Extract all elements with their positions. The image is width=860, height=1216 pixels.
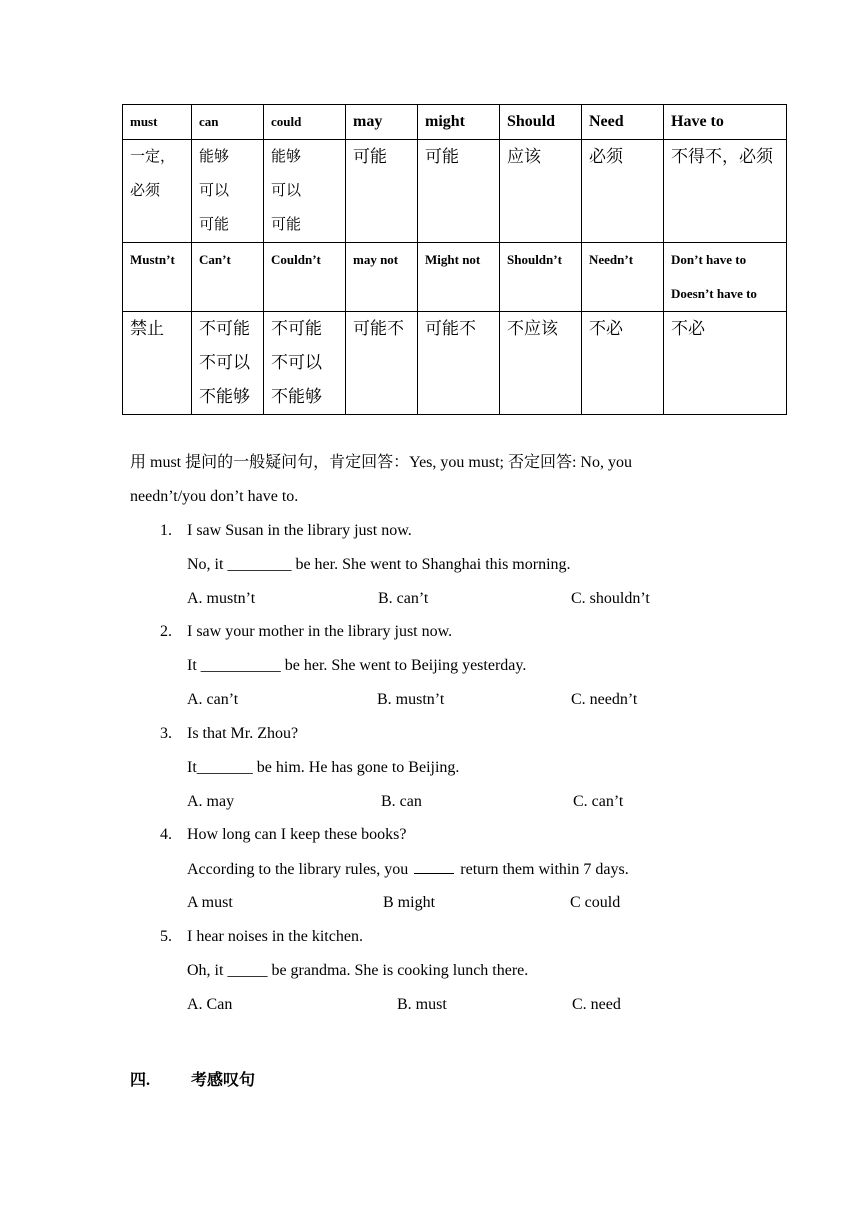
cell-dont-have-to: Don’t have to Doesn’t have to xyxy=(664,243,787,312)
option-b: B might xyxy=(383,894,436,911)
cell-neednt-meaning: 不必 xyxy=(582,312,664,415)
question-text: I hear noises in the kitchen. xyxy=(187,928,363,945)
cell-may-not-meaning: 可能不 xyxy=(346,312,418,415)
cell-mustnt: Mustn’t xyxy=(123,243,192,312)
question-text: Is that Mr. Zhou? xyxy=(187,725,299,742)
option-b: B. can’t xyxy=(378,590,429,607)
option-c: C could xyxy=(570,894,621,911)
option-a: A must xyxy=(187,894,233,911)
cell-can: can xyxy=(192,105,264,140)
section-number: 四. xyxy=(130,1072,151,1089)
table-row-negative xyxy=(123,243,787,312)
cell-may: may xyxy=(346,105,418,140)
cell-mustnt-meaning: 禁止 xyxy=(123,312,192,415)
option-c: C. can’t xyxy=(573,793,624,810)
cell-couldnt-meaning: 不可能 不可以 不能够 xyxy=(264,312,346,415)
cell-must: must xyxy=(123,105,192,140)
question-number: 4. xyxy=(160,826,172,843)
cell-might-meaning: 可能 xyxy=(418,140,500,243)
table-row-negative-meaning xyxy=(123,312,787,415)
option-b: B. mustn’t xyxy=(377,691,445,708)
cell-could-meaning: 能够 可以 可能 xyxy=(264,140,346,243)
question-sentence: According to the library rules, you return them within 7 days. xyxy=(187,861,629,878)
option-a: A. can’t xyxy=(187,691,239,708)
question-number: 1. xyxy=(160,522,172,539)
option-b: B. can xyxy=(381,793,422,810)
cell-have-to: Have to xyxy=(664,105,787,140)
cell-must-meaning: 一定， 必须 xyxy=(123,140,192,243)
table-row-positive xyxy=(123,105,787,140)
option-a: A. mustn’t xyxy=(187,590,256,607)
cell-dont-have-to-meaning: 不必 xyxy=(664,312,787,415)
cell-might-not-meaning: 可能不 xyxy=(418,312,500,415)
cell-need-meaning: 必须 xyxy=(582,140,664,243)
cell-need: Need xyxy=(582,105,664,140)
question-sentence: Oh, it _____ be grandma. She is cooking lunch there. xyxy=(187,962,529,979)
intro-line-1: 用 must 提问的一般疑问句，肯定回答：Yes, you must; 否定回答: No, you xyxy=(130,454,632,471)
question-text: I saw Susan in the library just now. xyxy=(187,522,412,539)
cell-cant-meaning: 不可能 不可以 不能够 xyxy=(192,312,264,415)
option-c: C. need xyxy=(572,996,621,1013)
cell-should-meaning: 应该 xyxy=(500,140,582,243)
cell-shouldnt-meaning: 不应该 xyxy=(500,312,582,415)
cell-might-not: Might not xyxy=(418,243,500,312)
modal-verbs-table xyxy=(122,104,787,415)
table-row-positive-meaning xyxy=(123,140,787,243)
option-c: C. needn’t xyxy=(571,691,638,708)
question-number: 3. xyxy=(160,725,172,742)
answer-blank xyxy=(414,859,454,874)
cell-cant: Can’t xyxy=(192,243,264,312)
cell-may-not: may not xyxy=(346,243,418,312)
question-number: 5. xyxy=(160,928,172,945)
option-c: C. shouldn’t xyxy=(571,590,650,607)
section-title: 考感叹句 xyxy=(191,1072,256,1089)
question-sentence: No, it ________ be her. She went to Shanghai this morning. xyxy=(187,556,571,573)
cell-should: Should xyxy=(500,105,582,140)
option-a: A. may xyxy=(187,793,235,810)
question-text: How long can I keep these books? xyxy=(187,826,407,843)
option-b: B. must xyxy=(397,996,447,1013)
cell-can-meaning: 能够 可以 可能 xyxy=(192,140,264,243)
question-text: I saw your mother in the library just now. xyxy=(187,623,453,640)
cell-have-to-meaning: 不得不，必须 xyxy=(664,140,787,243)
cell-might: might xyxy=(418,105,500,140)
cell-couldnt: Couldn’t xyxy=(264,243,346,312)
question-sentence: It_______ be him. He has gone to Beijing. xyxy=(187,759,460,776)
cell-could: could xyxy=(264,105,346,140)
cell-shouldnt: Shouldn’t xyxy=(500,243,582,312)
cell-neednt: Needn’t xyxy=(582,243,664,312)
question-sentence: It __________ be her. She went to Beijing yesterday. xyxy=(187,657,527,674)
cell-may-meaning: 可能 xyxy=(346,140,418,243)
question-number: 2. xyxy=(160,623,172,640)
intro-line-2: needn’t/you don’t have to. xyxy=(130,488,299,505)
option-a: A. Can xyxy=(187,996,233,1013)
